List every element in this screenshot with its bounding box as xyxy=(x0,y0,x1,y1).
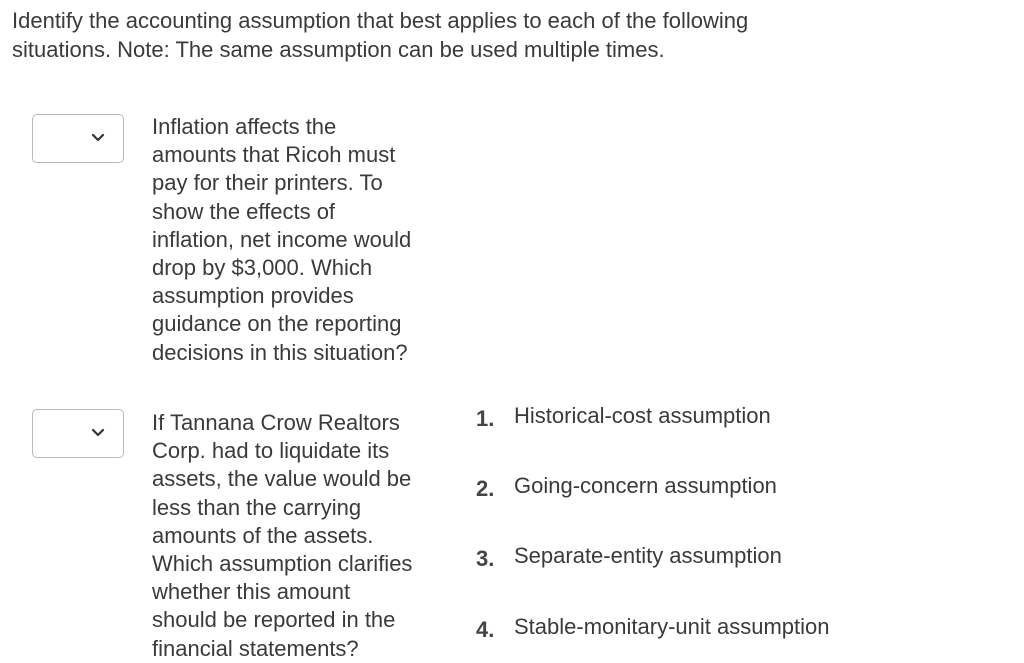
question-line: assets, the value would be xyxy=(152,466,412,492)
answer-dropdown-2[interactable] xyxy=(32,409,124,458)
choice-label: Separate-entity assumption xyxy=(514,543,782,568)
instructions-line: situations. Note: The same assumption can be used multiple times. xyxy=(12,37,665,62)
question-line: less than the carrying xyxy=(152,494,362,520)
answer-dropdown-1[interactable] xyxy=(32,114,124,163)
choice-item-1 xyxy=(476,402,771,430)
question-line: Which assumption clarifies xyxy=(152,551,413,577)
question-line: If Tannana Crow Realtors xyxy=(152,410,400,435)
choice-item-3 xyxy=(476,542,782,570)
choice-label: Stable-monitary-unit assumption xyxy=(514,614,830,639)
question-line: pay for their printers. To xyxy=(152,170,383,196)
choice-item-4 xyxy=(476,613,829,641)
question-1-text xyxy=(152,113,452,367)
choice-label: Going-concern assumption xyxy=(514,473,777,498)
question-line: assumption provides xyxy=(152,283,354,309)
chevron-down-icon xyxy=(91,133,105,143)
question-line: amounts of the assets. xyxy=(152,522,374,548)
choice-number: 3. xyxy=(476,546,495,571)
question-line: guidance on the reporting xyxy=(152,311,402,337)
choice-item-2 xyxy=(476,472,777,500)
question-line: show the effects of xyxy=(152,198,336,224)
instructions-line: Identify the accounting assumption that best applies to each of the following xyxy=(12,8,749,33)
chevron-down-icon xyxy=(91,428,105,438)
choice-number: 1. xyxy=(476,406,495,431)
question-line: Inflation affects the xyxy=(152,114,337,139)
question-line: financial statements? xyxy=(152,635,359,661)
question-line: drop by $3,000. Which xyxy=(152,255,373,281)
choice-label: Historical-cost assumption xyxy=(514,403,771,428)
question-line: amounts that Ricoh must xyxy=(152,142,396,168)
question-line: Corp. had to liquidate its xyxy=(152,438,390,464)
choice-number: 2. xyxy=(476,476,495,501)
question-line: should be reported in the xyxy=(152,607,396,633)
question-2-text xyxy=(152,409,452,663)
question-line: whether this amount xyxy=(152,579,351,605)
question-line: inflation, net income would xyxy=(152,226,412,252)
question-line: decisions in this situation? xyxy=(152,339,408,365)
instructions-text xyxy=(12,6,892,64)
choice-number: 4. xyxy=(476,617,495,642)
